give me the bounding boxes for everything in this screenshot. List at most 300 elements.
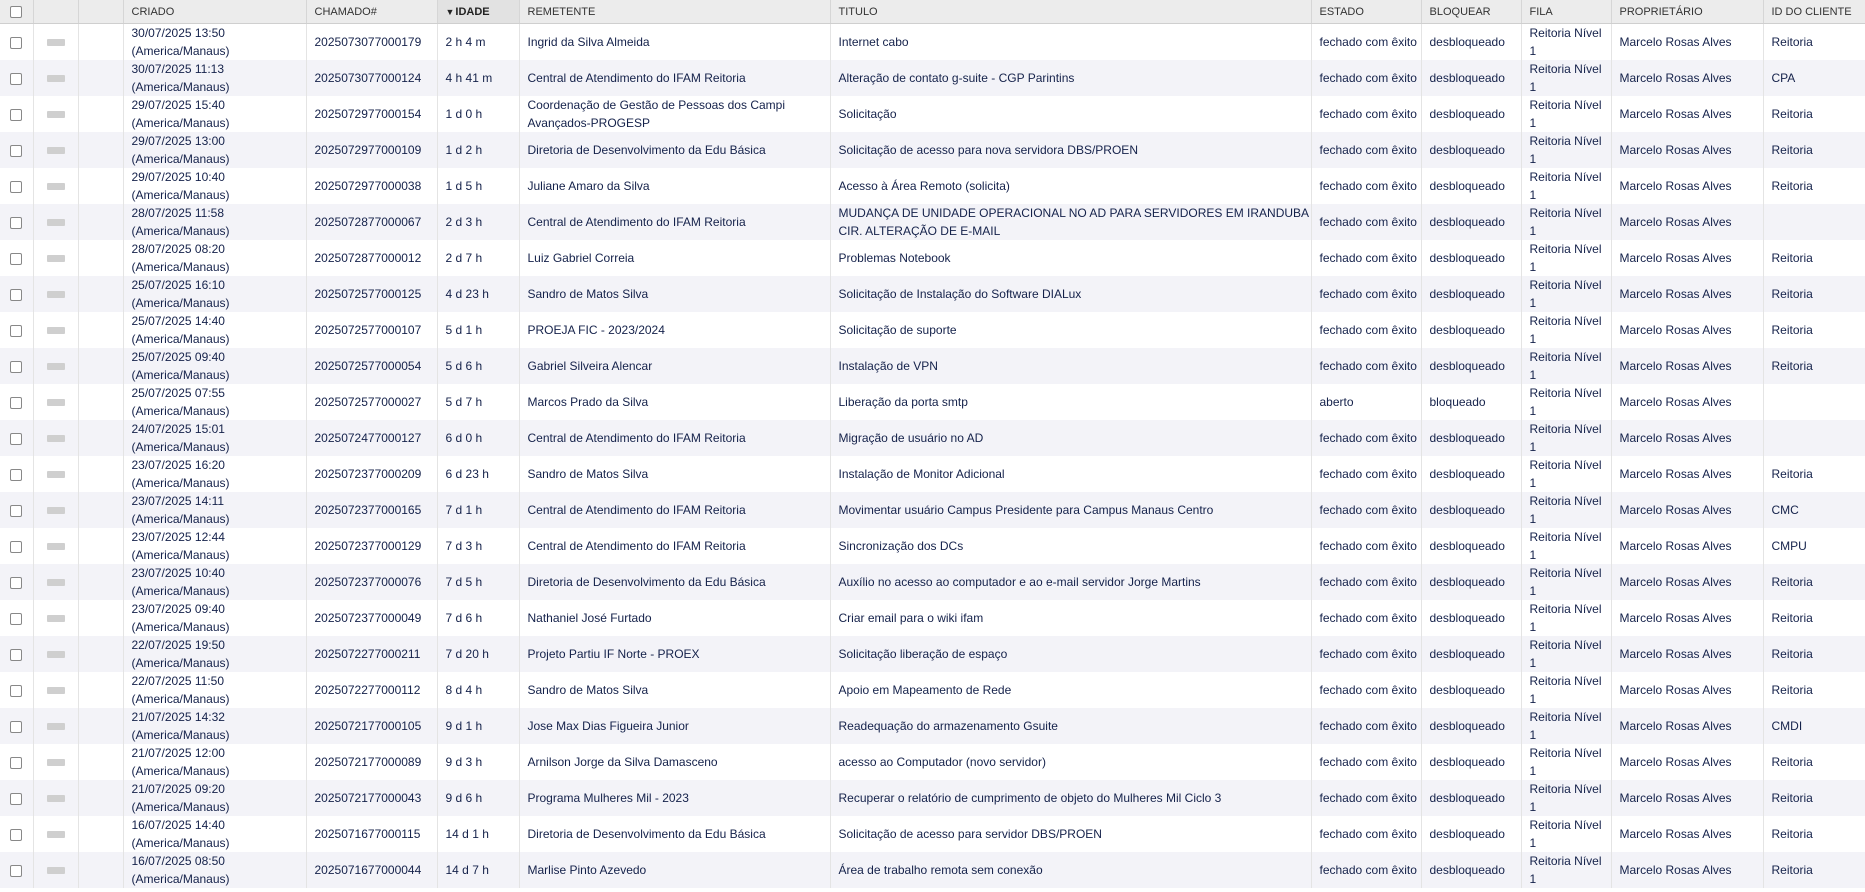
priority-indicator-icon bbox=[47, 435, 65, 442]
priority-cell bbox=[33, 708, 78, 744]
cell-queue: Reitoria Nível 1 bbox=[1521, 420, 1611, 456]
cell-state: fechado com êxito bbox=[1311, 744, 1421, 780]
cell-state: fechado com êxito bbox=[1311, 636, 1421, 672]
cell-created: 25/07/2025 07:55 (America/Manaus) bbox=[123, 384, 306, 420]
table-row[interactable] bbox=[0, 60, 1865, 96]
cell-title[interactable]: Criar email para o wiki ifam bbox=[830, 600, 1311, 636]
table-row[interactable] bbox=[0, 132, 1865, 168]
cell-ticket[interactable]: 2025072577000107 bbox=[306, 312, 437, 348]
cell-age: 14 d 1 h bbox=[437, 816, 519, 852]
cell-created: 25/07/2025 14:40 (America/Manaus) bbox=[123, 312, 306, 348]
cell-queue: Reitoria Nível 1 bbox=[1521, 744, 1611, 780]
cell-age: 1 d 2 h bbox=[437, 132, 519, 168]
row-checkbox[interactable] bbox=[10, 685, 22, 697]
row-checkbox[interactable] bbox=[10, 793, 22, 805]
cell-sender: Sandro de Matos Silva bbox=[519, 672, 830, 708]
priority-indicator-icon bbox=[47, 147, 65, 154]
cell-queue: Reitoria Nível 1 bbox=[1521, 60, 1611, 96]
cell-created: 23/07/2025 14:11 (America/Manaus) bbox=[123, 492, 306, 528]
cell-created: 30/07/2025 13:50 (America/Manaus) bbox=[123, 24, 306, 61]
priority-indicator-icon bbox=[47, 795, 65, 802]
row-checkbox[interactable] bbox=[10, 649, 22, 661]
row-checkbox[interactable] bbox=[10, 181, 22, 193]
cell-ticket[interactable]: 2025072977000109 bbox=[306, 132, 437, 168]
column-created[interactable]: CRIADO bbox=[123, 0, 306, 24]
cell-owner: Marcelo Rosas Alves bbox=[1611, 636, 1763, 672]
row-checkbox[interactable] bbox=[10, 433, 22, 445]
table-row[interactable] bbox=[0, 240, 1865, 276]
row-checkbox[interactable] bbox=[10, 865, 22, 877]
cell-customer bbox=[1763, 384, 1865, 420]
row-checkbox[interactable] bbox=[10, 217, 22, 229]
table-row[interactable] bbox=[0, 564, 1865, 600]
cell-queue: Reitoria Nível 1 bbox=[1521, 672, 1611, 708]
cell-owner: Marcelo Rosas Alves bbox=[1611, 312, 1763, 348]
priority-cell bbox=[33, 132, 78, 168]
cell-age: 1 d 0 h bbox=[437, 96, 519, 132]
priority-indicator-icon bbox=[47, 39, 65, 46]
cell-created: 23/07/2025 16:20 (America/Manaus) bbox=[123, 456, 306, 492]
cell-sender: Luiz Gabriel Correia bbox=[519, 240, 830, 276]
table-row[interactable] bbox=[0, 780, 1865, 816]
cell-owner: Marcelo Rosas Alves bbox=[1611, 600, 1763, 636]
column-ticket[interactable]: CHAMADO# bbox=[306, 0, 437, 24]
table-row[interactable] bbox=[0, 348, 1865, 384]
cell-title[interactable]: Instalação de Monitor Adicional bbox=[830, 456, 1311, 492]
flag-cell bbox=[78, 312, 123, 348]
row-select-cell bbox=[0, 744, 33, 780]
table-row[interactable] bbox=[0, 420, 1865, 456]
cell-lock: desbloqueado bbox=[1421, 96, 1521, 132]
column-customer[interactable]: ID DO CLIENTE bbox=[1763, 0, 1865, 24]
row-select-cell bbox=[0, 60, 33, 96]
cell-lock: bloqueado bbox=[1421, 384, 1521, 420]
cell-lock: desbloqueado bbox=[1421, 240, 1521, 276]
cell-ticket[interactable]: 2025072477000127 bbox=[306, 420, 437, 456]
flag-cell bbox=[78, 24, 123, 61]
priority-indicator-icon bbox=[47, 579, 65, 586]
cell-ticket[interactable]: 2025072177000105 bbox=[306, 708, 437, 744]
cell-customer: CPA bbox=[1763, 60, 1865, 96]
row-checkbox[interactable] bbox=[10, 757, 22, 769]
priority-cell bbox=[33, 60, 78, 96]
cell-customer: Reitoria bbox=[1763, 348, 1865, 384]
cell-created: 16/07/2025 08:50 (America/Manaus) bbox=[123, 852, 306, 888]
priority-indicator-icon bbox=[47, 111, 65, 118]
cell-customer: CMC bbox=[1763, 492, 1865, 528]
row-checkbox[interactable] bbox=[10, 361, 22, 373]
row-select-cell bbox=[0, 348, 33, 384]
cell-queue: Reitoria Nível 1 bbox=[1521, 852, 1611, 888]
cell-created: 25/07/2025 16:10 (America/Manaus) bbox=[123, 276, 306, 312]
column-title[interactable]: TITULO bbox=[830, 0, 1311, 24]
table-row[interactable] bbox=[0, 312, 1865, 348]
column-state[interactable]: ESTADO bbox=[1311, 0, 1421, 24]
cell-age: 2 d 7 h bbox=[437, 240, 519, 276]
cell-ticket[interactable]: 2025072377000049 bbox=[306, 600, 437, 636]
row-checkbox[interactable] bbox=[10, 109, 22, 121]
row-select-cell bbox=[0, 672, 33, 708]
cell-age: 8 d 4 h bbox=[437, 672, 519, 708]
cell-state: fechado com êxito bbox=[1311, 96, 1421, 132]
cell-queue: Reitoria Nível 1 bbox=[1521, 132, 1611, 168]
cell-customer: CMPU bbox=[1763, 528, 1865, 564]
priority-cell bbox=[33, 636, 78, 672]
cell-queue: Reitoria Nível 1 bbox=[1521, 636, 1611, 672]
row-select-cell bbox=[0, 780, 33, 816]
cell-queue: Reitoria Nível 1 bbox=[1521, 600, 1611, 636]
cell-owner: Marcelo Rosas Alves bbox=[1611, 708, 1763, 744]
cell-lock: desbloqueado bbox=[1421, 708, 1521, 744]
cell-age: 7 d 6 h bbox=[437, 600, 519, 636]
priority-cell bbox=[33, 276, 78, 312]
cell-title[interactable]: Instalação de VPN bbox=[830, 348, 1311, 384]
cell-state: fechado com êxito bbox=[1311, 276, 1421, 312]
cell-queue: Reitoria Nível 1 bbox=[1521, 816, 1611, 852]
priority-cell bbox=[33, 564, 78, 600]
cell-lock: desbloqueado bbox=[1421, 60, 1521, 96]
cell-sender: Diretoria de Desenvolvimento da Edu Básica bbox=[519, 564, 830, 600]
cell-queue: Reitoria Nível 1 bbox=[1521, 564, 1611, 600]
cell-ticket[interactable]: 2025073077000179 bbox=[306, 24, 437, 61]
priority-indicator-icon bbox=[47, 867, 65, 874]
priority-cell bbox=[33, 780, 78, 816]
table-row[interactable] bbox=[0, 852, 1865, 888]
cell-owner: Marcelo Rosas Alves bbox=[1611, 384, 1763, 420]
row-checkbox[interactable] bbox=[10, 577, 22, 589]
cell-state: fechado com êxito bbox=[1311, 564, 1421, 600]
cell-lock: desbloqueado bbox=[1421, 132, 1521, 168]
priority-cell bbox=[33, 312, 78, 348]
cell-customer: CMDI bbox=[1763, 708, 1865, 744]
cell-age: 14 d 7 h bbox=[437, 852, 519, 888]
cell-owner: Marcelo Rosas Alves bbox=[1611, 240, 1763, 276]
cell-title[interactable]: Solicitação de Instalação do Software DIALux bbox=[830, 276, 1311, 312]
cell-state: fechado com êxito bbox=[1311, 492, 1421, 528]
cell-ticket[interactable]: 2025072277000112 bbox=[306, 672, 437, 708]
cell-sender: Coordenação de Gestão de Pessoas dos Campi Avançados-PROGESP bbox=[519, 96, 830, 132]
table-row[interactable] bbox=[0, 456, 1865, 492]
cell-state: fechado com êxito bbox=[1311, 240, 1421, 276]
cell-age: 7 d 3 h bbox=[437, 528, 519, 564]
cell-ticket[interactable]: 2025072377000129 bbox=[306, 528, 437, 564]
row-checkbox[interactable] bbox=[10, 541, 22, 553]
cell-owner: Marcelo Rosas Alves bbox=[1611, 132, 1763, 168]
flag-cell bbox=[78, 348, 123, 384]
cell-ticket[interactable]: 2025071677000115 bbox=[306, 816, 437, 852]
flag-cell bbox=[78, 204, 123, 240]
column-age-label: IDADE bbox=[455, 5, 490, 18]
cell-owner: Marcelo Rosas Alves bbox=[1611, 780, 1763, 816]
priority-cell bbox=[33, 240, 78, 276]
cell-customer bbox=[1763, 204, 1865, 240]
cell-ticket[interactable]: 2025072577000027 bbox=[306, 384, 437, 420]
cell-sender: PROEJA FIC - 2023/2024 bbox=[519, 312, 830, 348]
cell-owner: Marcelo Rosas Alves bbox=[1611, 528, 1763, 564]
cell-ticket[interactable]: 2025071677000044 bbox=[306, 852, 437, 888]
cell-owner: Marcelo Rosas Alves bbox=[1611, 492, 1763, 528]
cell-ticket[interactable]: 2025072877000012 bbox=[306, 240, 437, 276]
cell-state: fechado com êxito bbox=[1311, 456, 1421, 492]
cell-title[interactable]: Auxílio no acesso ao computador e ao e-mail servidor Jorge Martins bbox=[830, 564, 1311, 600]
cell-created: 29/07/2025 15:40 (America/Manaus) bbox=[123, 96, 306, 132]
table-row[interactable] bbox=[0, 276, 1865, 312]
table-row[interactable] bbox=[0, 168, 1865, 204]
cell-sender: Central de Atendimento do IFAM Reitoria bbox=[519, 60, 830, 96]
cell-age: 4 h 41 m bbox=[437, 60, 519, 96]
flag-cell bbox=[78, 852, 123, 888]
cell-lock: desbloqueado bbox=[1421, 636, 1521, 672]
row-select-cell bbox=[0, 240, 33, 276]
cell-title[interactable]: Alteração de contato g-suite - CGP Parintins bbox=[830, 60, 1311, 96]
cell-queue: Reitoria Nível 1 bbox=[1521, 384, 1611, 420]
priority-cell bbox=[33, 420, 78, 456]
cell-ticket[interactable]: 2025072977000038 bbox=[306, 168, 437, 204]
cell-customer: Reitoria bbox=[1763, 456, 1865, 492]
priority-cell bbox=[33, 96, 78, 132]
priority-indicator-icon bbox=[47, 183, 65, 190]
row-checkbox[interactable] bbox=[10, 829, 22, 841]
table-row[interactable] bbox=[0, 600, 1865, 636]
row-checkbox[interactable] bbox=[10, 289, 22, 301]
priority-indicator-icon bbox=[47, 723, 65, 730]
priority-indicator-icon bbox=[47, 543, 65, 550]
flag-cell bbox=[78, 744, 123, 780]
priority-cell bbox=[33, 816, 78, 852]
cell-sender: Central de Atendimento do IFAM Reitoria bbox=[519, 420, 830, 456]
priority-indicator-icon bbox=[47, 507, 65, 514]
priority-cell bbox=[33, 600, 78, 636]
cell-state: fechado com êxito bbox=[1311, 204, 1421, 240]
table-row[interactable] bbox=[0, 672, 1865, 708]
cell-sender: Jose Max Dias Figueira Junior bbox=[519, 708, 830, 744]
cell-owner: Marcelo Rosas Alves bbox=[1611, 24, 1763, 61]
cell-age: 4 d 23 h bbox=[437, 276, 519, 312]
cell-owner: Marcelo Rosas Alves bbox=[1611, 96, 1763, 132]
table-row[interactable] bbox=[0, 96, 1865, 132]
row-checkbox[interactable] bbox=[10, 613, 22, 625]
cell-customer: Reitoria bbox=[1763, 780, 1865, 816]
cell-queue: Reitoria Nível 1 bbox=[1521, 780, 1611, 816]
cell-customer: Reitoria bbox=[1763, 816, 1865, 852]
cell-sender: Nathaniel José Furtado bbox=[519, 600, 830, 636]
cell-lock: desbloqueado bbox=[1421, 780, 1521, 816]
cell-lock: desbloqueado bbox=[1421, 600, 1521, 636]
cell-owner: Marcelo Rosas Alves bbox=[1611, 168, 1763, 204]
priority-indicator-icon bbox=[47, 291, 65, 298]
priority-indicator-icon bbox=[47, 255, 65, 262]
cell-title[interactable]: Internet cabo bbox=[830, 24, 1311, 61]
table-row[interactable] bbox=[0, 528, 1865, 564]
priority-indicator-icon bbox=[47, 327, 65, 334]
column-queue[interactable]: FILA bbox=[1521, 0, 1611, 24]
cell-owner: Marcelo Rosas Alves bbox=[1611, 564, 1763, 600]
cell-age: 5 d 1 h bbox=[437, 312, 519, 348]
cell-created: 21/07/2025 09:20 (America/Manaus) bbox=[123, 780, 306, 816]
cell-ticket[interactable]: 2025072377000209 bbox=[306, 456, 437, 492]
cell-state: fechado com êxito bbox=[1311, 420, 1421, 456]
cell-title[interactable]: Readequação do armazenamento Gsuite bbox=[830, 708, 1311, 744]
cell-state: fechado com êxito bbox=[1311, 60, 1421, 96]
cell-title[interactable]: Solicitação liberação de espaço bbox=[830, 636, 1311, 672]
cell-lock: desbloqueado bbox=[1421, 672, 1521, 708]
table-row[interactable] bbox=[0, 384, 1865, 420]
cell-title[interactable]: Solicitação de suporte bbox=[830, 312, 1311, 348]
table-row[interactable] bbox=[0, 816, 1865, 852]
cell-title[interactable]: Migração de usuário no AD bbox=[830, 420, 1311, 456]
cell-ticket[interactable]: 2025072577000125 bbox=[306, 276, 437, 312]
cell-title[interactable]: Movimentar usuário Campus Presidente para Campus Manaus Centro bbox=[830, 492, 1311, 528]
cell-ticket[interactable]: 2025072377000165 bbox=[306, 492, 437, 528]
row-select-cell bbox=[0, 708, 33, 744]
cell-queue: Reitoria Nível 1 bbox=[1521, 348, 1611, 384]
row-select-cell bbox=[0, 816, 33, 852]
cell-sender: Sandro de Matos Silva bbox=[519, 276, 830, 312]
flag-cell bbox=[78, 672, 123, 708]
priority-cell bbox=[33, 456, 78, 492]
cell-customer: Reitoria bbox=[1763, 564, 1865, 600]
cell-title[interactable]: Solicitação bbox=[830, 96, 1311, 132]
cell-sender: Programa Mulheres Mil - 2023 bbox=[519, 780, 830, 816]
cell-lock: desbloqueado bbox=[1421, 24, 1521, 61]
row-checkbox[interactable] bbox=[10, 145, 22, 157]
column-sender[interactable]: REMETENTE bbox=[519, 0, 830, 24]
row-checkbox[interactable] bbox=[10, 397, 22, 409]
cell-queue: Reitoria Nível 1 bbox=[1521, 24, 1611, 61]
cell-sender: Gabriel Silveira Alencar bbox=[519, 348, 830, 384]
cell-sender: Central de Atendimento do IFAM Reitoria bbox=[519, 204, 830, 240]
flag-cell bbox=[78, 528, 123, 564]
cell-title[interactable]: Apoio em Mapeamento de Rede bbox=[830, 672, 1311, 708]
column-lock[interactable]: BLOQUEAR bbox=[1421, 0, 1521, 24]
cell-age: 7 d 5 h bbox=[437, 564, 519, 600]
cell-title[interactable]: Recuperar o relatório de cumprimento de objeto do Mulheres Mil Ciclo 3 bbox=[830, 780, 1311, 816]
row-select-cell bbox=[0, 564, 33, 600]
priority-cell bbox=[33, 24, 78, 61]
row-select-cell bbox=[0, 636, 33, 672]
cell-title[interactable]: Área de trabalho remota sem conexão bbox=[830, 852, 1311, 888]
cell-title[interactable]: Solicitação de acesso para servidor DBS/PROEN bbox=[830, 816, 1311, 852]
cell-title[interactable]: Liberação da porta smtp bbox=[830, 384, 1311, 420]
row-checkbox[interactable] bbox=[10, 469, 22, 481]
table-row[interactable] bbox=[0, 204, 1865, 240]
cell-ticket[interactable]: 2025072177000089 bbox=[306, 744, 437, 780]
cell-state: fechado com êxito bbox=[1311, 672, 1421, 708]
cell-state: fechado com êxito bbox=[1311, 168, 1421, 204]
row-checkbox[interactable] bbox=[10, 505, 22, 517]
table-row[interactable] bbox=[0, 744, 1865, 780]
cell-ticket[interactable]: 2025072177000043 bbox=[306, 780, 437, 816]
priority-indicator-icon bbox=[47, 399, 65, 406]
row-select-cell bbox=[0, 168, 33, 204]
cell-ticket[interactable]: 2025073077000124 bbox=[306, 60, 437, 96]
cell-sender: Central de Atendimento do IFAM Reitoria bbox=[519, 528, 830, 564]
cell-sender: Sandro de Matos Silva bbox=[519, 456, 830, 492]
cell-title[interactable]: Acesso à Área Remoto (solicita) bbox=[830, 168, 1311, 204]
sort-desc-icon: ▼ bbox=[445, 6, 455, 17]
row-checkbox[interactable] bbox=[10, 73, 22, 85]
cell-age: 9 d 3 h bbox=[437, 744, 519, 780]
row-select-cell bbox=[0, 276, 33, 312]
cell-state: fechado com êxito bbox=[1311, 816, 1421, 852]
row-select-cell bbox=[0, 24, 33, 61]
cell-age: 9 d 1 h bbox=[437, 708, 519, 744]
row-checkbox[interactable] bbox=[10, 325, 22, 337]
cell-sender: Marlise Pinto Azevedo bbox=[519, 852, 830, 888]
cell-ticket[interactable]: 2025072377000076 bbox=[306, 564, 437, 600]
cell-created: 23/07/2025 10:40 (America/Manaus) bbox=[123, 564, 306, 600]
cell-owner: Marcelo Rosas Alves bbox=[1611, 816, 1763, 852]
priority-indicator-icon bbox=[47, 471, 65, 478]
cell-queue: Reitoria Nível 1 bbox=[1521, 96, 1611, 132]
flag-cell bbox=[78, 420, 123, 456]
cell-title[interactable]: Problemas Notebook bbox=[830, 240, 1311, 276]
cell-age: 2 d 3 h bbox=[437, 204, 519, 240]
table-row[interactable] bbox=[0, 636, 1865, 672]
cell-ticket[interactable]: 2025072977000154 bbox=[306, 96, 437, 132]
cell-state: fechado com êxito bbox=[1311, 852, 1421, 888]
cell-title[interactable]: Sincronização dos DCs bbox=[830, 528, 1311, 564]
cell-state: fechado com êxito bbox=[1311, 312, 1421, 348]
cell-state: fechado com êxito bbox=[1311, 600, 1421, 636]
cell-created: 23/07/2025 12:44 (America/Manaus) bbox=[123, 528, 306, 564]
row-checkbox[interactable] bbox=[10, 253, 22, 265]
table-row[interactable] bbox=[0, 708, 1865, 744]
row-checkbox[interactable] bbox=[10, 37, 22, 49]
cell-state: fechado com êxito bbox=[1311, 24, 1421, 61]
row-select-cell bbox=[0, 420, 33, 456]
cell-queue: Reitoria Nível 1 bbox=[1521, 204, 1611, 240]
cell-sender: Marcos Prado da Silva bbox=[519, 384, 830, 420]
cell-queue: Reitoria Nível 1 bbox=[1521, 492, 1611, 528]
column-age[interactable] bbox=[437, 0, 519, 24]
cell-lock: desbloqueado bbox=[1421, 852, 1521, 888]
cell-lock: desbloqueado bbox=[1421, 744, 1521, 780]
priority-cell bbox=[33, 528, 78, 564]
table-row[interactable] bbox=[0, 492, 1865, 528]
cell-created: 24/07/2025 15:01 (America/Manaus) bbox=[123, 420, 306, 456]
row-select-cell bbox=[0, 312, 33, 348]
cell-owner: Marcelo Rosas Alves bbox=[1611, 420, 1763, 456]
cell-age: 6 d 0 h bbox=[437, 420, 519, 456]
cell-created: 21/07/2025 12:00 (America/Manaus) bbox=[123, 744, 306, 780]
cell-title[interactable]: acesso ao Computador (novo servidor) bbox=[830, 744, 1311, 780]
row-select-cell bbox=[0, 96, 33, 132]
cell-title[interactable]: Solicitação de acesso para nova servidora DBS/PROEN bbox=[830, 132, 1311, 168]
priority-cell bbox=[33, 852, 78, 888]
select-all-checkbox[interactable] bbox=[10, 6, 22, 18]
table-row[interactable] bbox=[0, 24, 1865, 61]
cell-owner: Marcelo Rosas Alves bbox=[1611, 744, 1763, 780]
cell-queue: Reitoria Nível 1 bbox=[1521, 276, 1611, 312]
cell-ticket[interactable]: 2025072577000054 bbox=[306, 348, 437, 384]
flag-cell bbox=[78, 96, 123, 132]
cell-age: 5 d 7 h bbox=[437, 384, 519, 420]
flag-cell bbox=[78, 600, 123, 636]
cell-title[interactable]: MUDANÇA DE UNIDADE OPERACIONAL NO AD PARA SERVIDORES EM IRANDUBA CIR. ALTERAÇÃO DE E-MAIL bbox=[830, 204, 1311, 240]
cell-created: 22/07/2025 11:50 (America/Manaus) bbox=[123, 672, 306, 708]
row-checkbox[interactable] bbox=[10, 721, 22, 733]
cell-created: 16/07/2025 14:40 (America/Manaus) bbox=[123, 816, 306, 852]
cell-ticket[interactable]: 2025072277000211 bbox=[306, 636, 437, 672]
priority-indicator-icon bbox=[47, 759, 65, 766]
row-select-cell bbox=[0, 384, 33, 420]
cell-created: 28/07/2025 11:58 (America/Manaus) bbox=[123, 204, 306, 240]
column-owner[interactable]: PROPRIETÁRIO bbox=[1611, 0, 1763, 24]
cell-ticket[interactable]: 2025072877000067 bbox=[306, 204, 437, 240]
priority-indicator-icon bbox=[47, 687, 65, 694]
cell-state: fechado com êxito bbox=[1311, 708, 1421, 744]
